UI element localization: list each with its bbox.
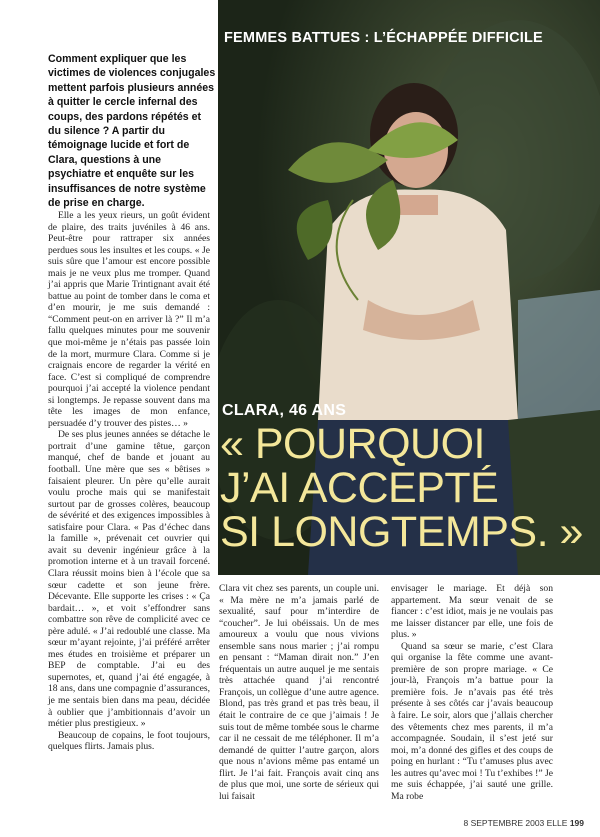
intro-paragraph: [48, 52, 216, 210]
headline: FEMMES BATTUES : L’ÉCHAPPÉE DIFFICILE: [224, 30, 543, 46]
pull-quote-line: « POURQUOI: [220, 420, 485, 468]
pull-quote-line: J’AI ACCEPTÉ: [220, 464, 499, 512]
intro-text: Comment expliquer que les victimes de violences conjugales mettent parfois plusieurs années à quitter le cercle infernal des coups, des pardons répétés et du silence ? A partir du témoignage lucide et fort de Clara, questions à une psychiatre et enquête sur les insuffisances de notre système de prise en charge.: [48, 53, 216, 210]
article-paragraph: envisager le mariage. Et déjà son appartement. Ma sœur venait de se fiancer : c’est idiot, mais je ne voulais pas me laisser distancer par elle, une fois de plus. »: [391, 583, 553, 641]
article-paragraph: Beaucoup de copains, le foot toujours, quelques flirts. Jamais plus.: [48, 729, 210, 753]
footer-date: 8 SEPTEMBRE 2003 ELLE: [463, 818, 568, 828]
page-footer: [463, 818, 584, 828]
article-column-3: [391, 583, 553, 802]
article-paragraph: Clara vit chez ses parents, un couple uni. « Ma mère ne m’a jamais parlé de sexualité, sauf pour m’interdire de “coucher”. Je lui obéissais. Un de mes amoureux a voulu que nous vivions ensemble sans nous marier ; j’ai rompu en pensant : “Maman dirait non.” J’en fréquentais un autre auquel je me sentais très attachée quand j’ai rencontré François, un collègue d’une autre agence. Blond, pas très grand et pas très beau, il était le contraire de ce que j’aimais ! Je suis tout de même tombée sous le charme car il ne cessait de me téléphoner. Il m’a demandé de quitter l’autre garçon, alors que nous n’avions même pas entamé un flirt. Je l’ai fait. François avait cinq ans de plus que moi, une sorte de sérieux qui lui faisait: [219, 583, 379, 802]
pull-quote: [220, 422, 595, 554]
pull-quote-line: SI LONGTEMPS. »: [220, 508, 583, 556]
article-paragraph: De ses plus jeunes années se détache le portrait d’une gamine têtue, garçon manqué, chef de bande et jouant au football. Une mère que ses « bêtises » faisaient pleurer. Un père qu’elle aurait voulu proche mais qui se manifestait surtout par de grosses colères, beaucoup de sévérité et des exigences impossibles à satisfaire pour Clara. « Pas d’échec dans la famille », prévenait cet ouvrier qui avait su devenir ingénieur grâce à la promotion interne et à un travail forcené. Clara réussit moins bien à l’école que sa sœur cadette et son jeune frère. Décevante. Elle supporte les crises : « Ça bardait… », et voit s’effondrer sans combattre son rêve de complicité avec ce père adulé. « J’ai redoublé une classe. Ma sœur m’ayant rejointe, j’ai préféré arrêter mes études en troisième et préparer un BEP de comptable. J’ai eu des supernotes, et, quand j’ai été engagée, à 18 ans, dans une compagnie d’assurances, je me sentais bien dans ma peau, décidée à oublier que j’ambitionnais d’avoir un métier plus prestigieux. »: [48, 429, 210, 730]
article-paragraph: Elle a les yeux rieurs, un goût évident de plaire, des traits juvéniles à 46 ans. Peut-être pour rattraper six années perdues sous les insultes et les coups. « Je suis sûre que l’amour est encore possible mais je ne veux plus me tromper. Quand j’ai appris que Marie Trintignant avait été battue au point de tomber dans le coma et d’en mourir, je me suis demandé : “Comment peut-on en arriver là ?” Il m’a fallu quelques minutes pour me souvenir que moi-même je n’étais pas passée loin de la mort, murmure Clara. Comme si je craignais encore de regarder la vérité en face. C’est si compliqué de comprendre pourquoi j’ai accepté la violence pendant si longtemps. Je repasse souvent dans ma tête les images de mon enfance, persuadée d’y trouver des pistes… »: [48, 210, 210, 429]
article-column-2: [219, 583, 379, 802]
article-column-1: [48, 210, 210, 753]
article-paragraph: Quand sa sœur se marie, c’est Clara qui organise la fête comme une avant-première de son propre mariage. « Ce jour-là, François m’a battue pour la première fois. Je n’avais pas été très présente à ses côtés car j’avais beaucoup à faire. Le soir, alors que j’allais chercher des vêtements chez mes parents, il m’a accompagnée. Soudain, il s’est jeté sur moi, m’a donné des gifles et des coups de poing en hurlant : “Tu t’amuses plus avec les autres qu’avec moi ! Tu t’exhibes !” Je me suis échappée, j’ai sauté une grille. Ma robe: [391, 640, 553, 802]
page-number: 199: [569, 818, 584, 828]
subject-label: CLARA, 46 ANS: [222, 402, 347, 419]
